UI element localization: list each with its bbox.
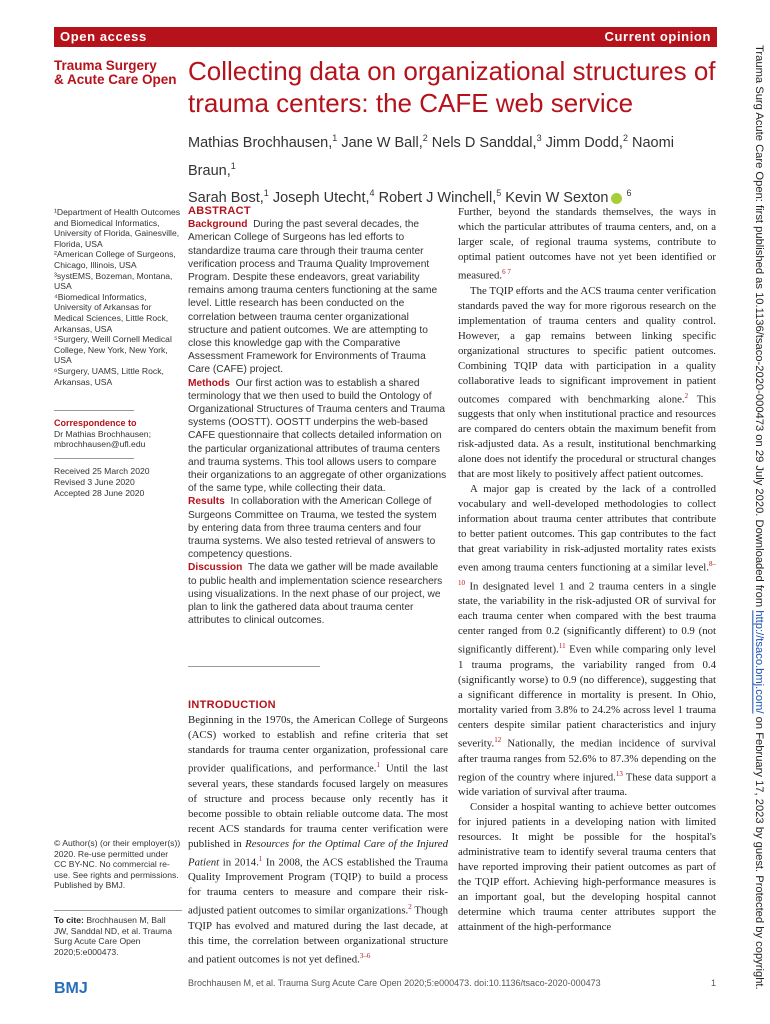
author-list: [188, 127, 718, 210]
introduction-paragraph: Beginning in the 1970s, the American College of Surgeons (ACS) worked to establish and refine criteria that set standards for trauma center organization, professional care provider qualifications, and performance.$^1$ Until the last several years, these standards focused largely on measures of structure and process because only recently has it become possible to obtain reliable outcome data. The most recent ACS standards for trauma center verification were published in Resources for the Optimal Care of the Injured Patient in 2014.$^1$ In 2008, the ACS established the Trauma Quality Improvement Program (TQIP) to build a process for trauma centers to measure and compare their risk-adjusted patient outcomes to similar organizations.$^2$ Though TQIP has evolved and matured during the last decade, at this time, the correlation between organizational structure and patient outcomes is not yet defined.$^{3-6}$: [188, 714, 448, 966]
reference-link[interactable]: 6 7: [502, 268, 511, 276]
open-access-label: Open access: [60, 29, 147, 44]
reference-link[interactable]: 1: [258, 854, 263, 863]
article-type-label: Current opinion: [604, 29, 711, 44]
journal-name-line2: & Acute Care Open: [54, 72, 177, 87]
correspondence-name: Dr Mathias Brochhausen;: [54, 428, 151, 439]
footer-citation: Brochhausen M, et al. Trauma Surg Acute Care Open 2020;5:e000473. doi:10.1136/tsaco-2020-000473: [188, 978, 601, 988]
author[interactable]: Jimm Dodd,$^2$: [545, 133, 628, 151]
affiliation: ³systEMS, Bozeman, Montana, USA: [54, 270, 173, 292]
reference-link[interactable]: 12: [494, 735, 502, 744]
body-paragraph: The TQIP efforts and the ACS trauma center verification standards paved the way for more rigorous research on the implementation of trauma centers and quality control. However, a gap remains between linking specific organizational structures to specific patient outcomes. Combining TQIP data with participation in a quality collaborative leads to significant improvement in patient outcomes compared with benchmarking alone.$^2$ This suggests that only when institutional practice and resources are compared do centers obtain the maximum benefit from risk-adjusted data. As a result, institutional benchmarking alone does not identify the procedural or structural changes that are most likely to positively affect patient outcomes.: [458, 284, 716, 481]
reference-link[interactable]: 13: [615, 769, 623, 778]
to-cite-label: To cite:: [54, 915, 84, 925]
license-statement: © Author(s) (or their employer(s)) 2020. Re-use permitted under CC BY-NC. No commercial re-use. See rights and permissions. Published by BMJ.: [54, 838, 181, 891]
abstract-heading: ABSTRACT: [188, 205, 251, 217]
abstract-methods: Methods Our first action was to establish a shared terminology that we then used to build the Ontology of Organizational Structures of Trauma centers and Trauma systems (OOSTT). OOSTT underpins the web-based CAFE questionnaire that collects detailed information on the particular organizational attributes of trauma centers and trauma systems. This tool allows users to compare their organizations to an aggregate of other organizations of the same type, while collecting their data.: [188, 377, 447, 495]
author[interactable]: Robert J Winchell,$^5$: [378, 188, 502, 207]
article-title: Collecting data on organizational structures of trauma centers: the CAFE web service: [188, 56, 716, 118]
introduction: [188, 698, 448, 967]
to-cite-text: Brochhausen M, Ball JW, Sanddal ND, et al. Trauma Surg Acute Care Open 2020;5:e000473.: [54, 915, 172, 957]
author[interactable]: Sarah Bost,$^1$: [188, 188, 269, 207]
divider: [188, 666, 320, 667]
body-column-2: [458, 205, 716, 935]
reference-link[interactable]: 1: [376, 761, 380, 769]
author[interactable]: Naomi Braun,$^1$: [188, 134, 674, 179]
journal-name: [54, 59, 184, 87]
affiliation: ⁴Biomedical Informatics, University of Arkansas for Medical Sciences, Little Rock, Arkansas, USA: [54, 291, 169, 334]
affiliation: ¹Department of Health Outcomes and Biomedical Informatics, University of Florida, Gainesville, Florida, USA: [54, 207, 181, 249]
author[interactable]: Nels D Sanddal,$^3$: [431, 133, 542, 151]
author[interactable]: Kevin W Sexton $^6$: [505, 188, 632, 207]
correspondence-heading: Correspondence to: [54, 418, 137, 428]
divider: [54, 410, 134, 411]
body-paragraph: Consider a hospital wanting to achieve better outcomes for injured patients in a developing nation with limited resources. It might be possible for the hospital's administrative team to identify several trauma centers that have reported improving their patient outcomes as part of the TQIP effort. Achieving high-performance measures is an important goal, but the developing hospital cannot determine which trauma center attributes support the attainment of the high-performance: [458, 801, 716, 934]
author[interactable]: Mathias Brochhausen,$^1$: [188, 133, 338, 151]
orcid-icon[interactable]: [611, 193, 622, 204]
divider: [54, 458, 134, 459]
author[interactable]: Jane W Ball,$^2$: [341, 133, 428, 151]
affiliation: ⁶Surgery, UAMS, Little Rock, Arkansas, USA: [54, 365, 164, 387]
author[interactable]: Joseph Utecht,$^4$: [272, 188, 375, 207]
side-note-text: on February 17, 2023 by guest. Protected by copyright.: [753, 713, 765, 990]
page-number: 1: [710, 978, 716, 988]
affiliation: ²American College of Surgeons, Chicago, Illinois, USA: [54, 249, 176, 270]
date-received: Received 25 March 2020: [54, 466, 150, 476]
affiliations: [54, 207, 182, 387]
journal-link[interactable]: http://tsaco.bmj.com/: [753, 610, 765, 714]
reference-link[interactable]: 2: [684, 391, 689, 400]
correspondence-email[interactable]: mbrochhausen@ufl.edu: [54, 439, 146, 450]
abstract: [188, 205, 448, 628]
abstract-background: Background During the past several decades, the American College of Surgeons has led efforts to standardize trauma care through their trauma center verification process and Trauma Quality Improvement Program. Despite these endeavors, great variability remains among trauma centers functioning at the same level. Little research has been conducted on the correlation between trauma center organizational structure and patient outcomes. We are attempting to close this knowledge gap with the Comparative Assessment Framework for Environments of Trauma Care (CAFE) project.: [188, 219, 438, 376]
body-paragraph: Further, beyond the standards themselves, the ways in which the particular attributes of trauma centers, and, on a larger scale, of regional trauma systems, contribute to optimal patient outcomes have not yet been identified or measured.$^{6 7}$: [458, 206, 716, 282]
header-bar: [54, 27, 717, 47]
side-download-note: [752, 45, 765, 1005]
affiliation: ⁵Surgery, Weill Cornell Medical College, New York, New York, USA: [54, 334, 172, 366]
reference-link[interactable]: 3–6: [359, 951, 371, 960]
bmj-logo: BMJ: [54, 980, 88, 997]
abstract-results: Results In collaboration with the American College of Surgeons Committee on Trauma, we tested the system by entering data from three trauma centers and four trauma systems. We also tested retrieval of answers to competency questions.: [188, 496, 437, 561]
reference-link[interactable]: 2: [408, 903, 412, 912]
correspondence: [54, 418, 184, 450]
journal-name-line1: Trauma Surgery: [54, 58, 157, 73]
to-cite: [54, 910, 182, 957]
date-revised: Revised 3 June 2020: [54, 476, 135, 487]
article-dates: [54, 466, 184, 498]
reference-link[interactable]: 8–10: [458, 560, 716, 587]
reference-link[interactable]: 11: [558, 642, 566, 651]
body-paragraph: A major gap is created by the lack of a controlled vocabulary and well-developed methodologies to collect information about trauma center attributes that contribute to better patient outcomes. This gap contributes to the fact that great variability in risk-adjusted mortality rates exists even among trauma centers functioning at a similar level.$^{8-10}$ In designated level 1 and 2 trauma centers in a single state, the variability in the risk-adjusted OR of survival for each trauma center when compared with the best trauma center ranged from 0.2 (significantly different) to 0.9 (not significantly different).$^{11}$ Even while comparing only level 1 trauma programs, the variability ranged from 0.4 (significantly worse) to 0.9 (no difference), suggesting that a significant difference in mortality is present. In Ohio, mortality varied from 3.8% to 24.2% across level 1 trauma centers despite similar patient characteristics and injury severity.$^{12}$ Nationally, the median incidence of survival after trauma ranges from 52.6% to 87.3% depending on the region of the country where injured.$^{13}$ These data support a wide variation of survival after trauma.: [458, 483, 716, 799]
side-note-text: Trauma Surg Acute Care Open: first published as 10.1136/tsaco-2020-000473 on 29 July 2020. Downloaded from: [753, 45, 765, 611]
introduction-heading: INTRODUCTION: [188, 699, 276, 711]
date-accepted: Accepted 28 June 2020: [54, 487, 145, 498]
abstract-discussion: Discussion The data we gather will be made available to public health and implementation science researchers using visualizations. In the next phase of our project, we plan to link the gathered data about trauma center attributes to clinical outcomes.: [188, 562, 443, 627]
